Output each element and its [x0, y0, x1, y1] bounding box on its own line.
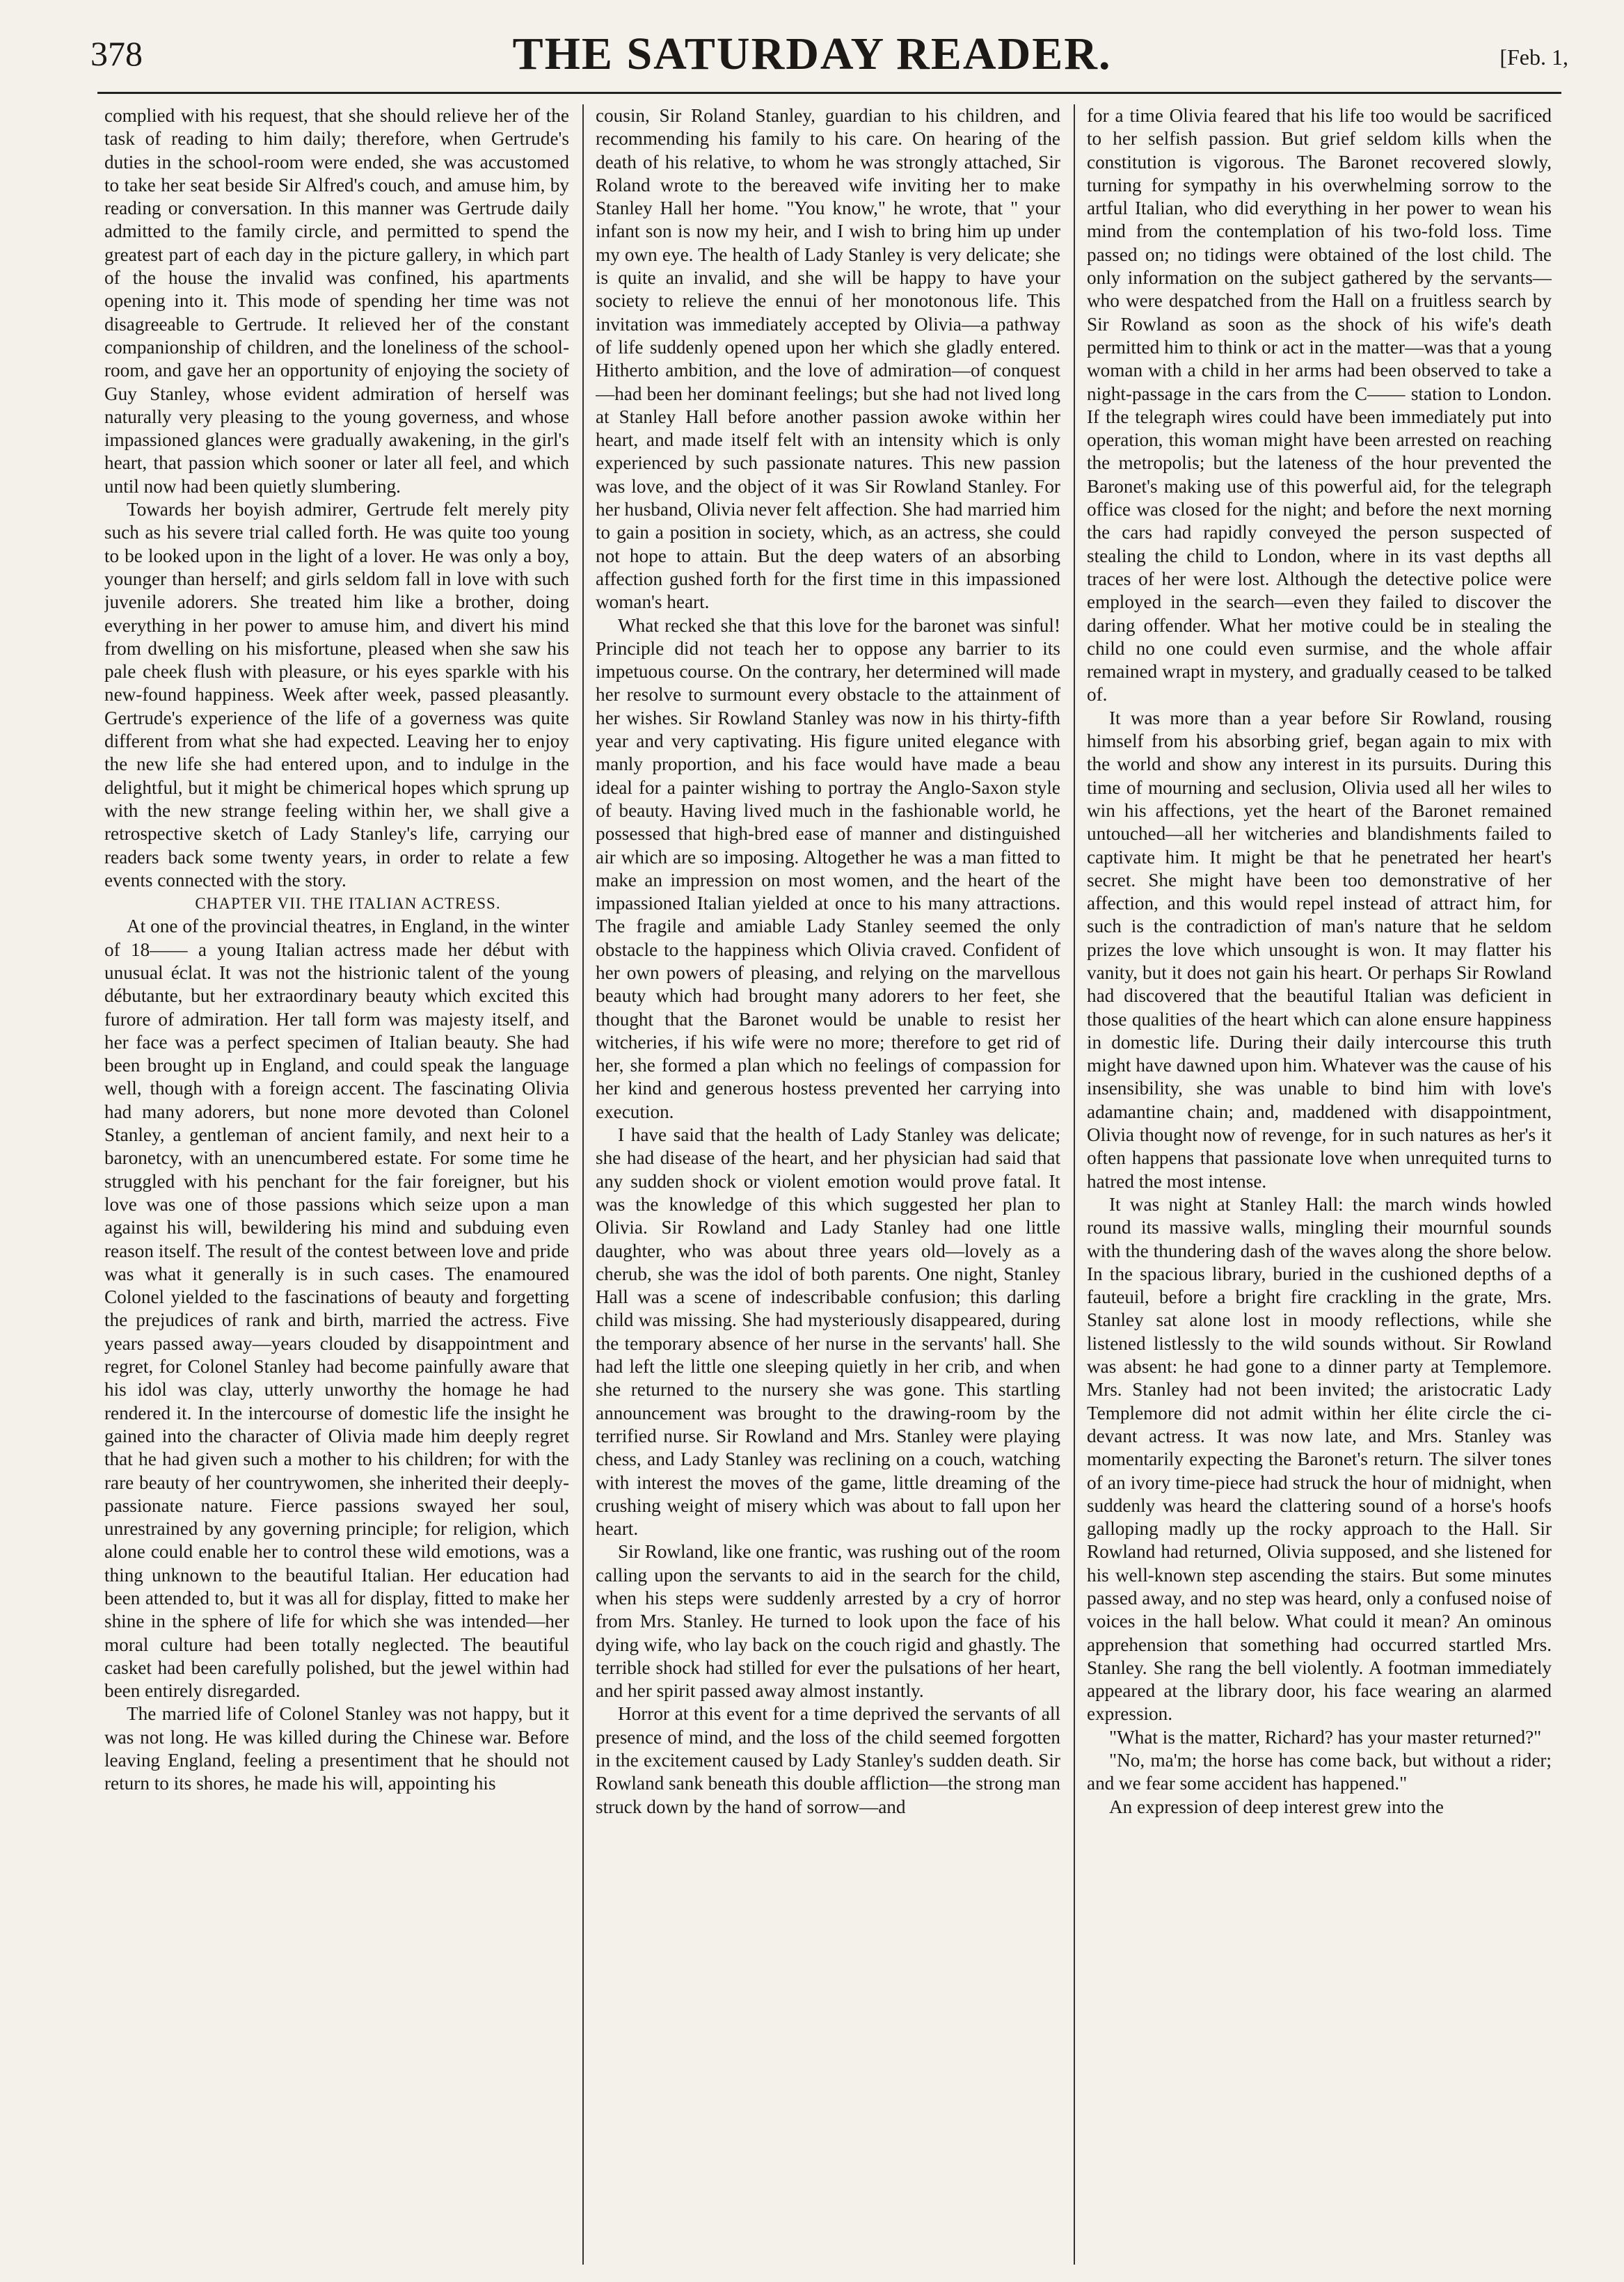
paragraph: An expression of deep interest grew into the [1109, 1796, 1444, 1817]
column-1 [104, 104, 569, 2265]
page-number: 378 [90, 34, 143, 73]
header-rule [97, 92, 1561, 94]
column-divider [582, 104, 584, 2265]
dialogue-line: "What is the matter, Richard? has your master returned?" [1109, 1726, 1542, 1748]
column-2 [596, 104, 1060, 2265]
paragraph: What recked she that this love for the baronet was sinful! Principle did not teach her to oppose any barrier to its impetuous course. On the contrary, her determined will made her resolve to surmount every obstacle to the attainment of her wishes. Sir Rowland Stanley was now in his thirty-fifth year and very captivating. His figure united elegance with manly proportion, and his face would have made a beau ideal for a painter wishing to portray the Anglo-Saxon style of beauty. Having lived much in the fashionable world, he possessed that high-bred ease of manner and distinguished air which are so imposing. Altogether he was a man fitted to make an impression on most women, and the heart of the impassioned Italian yielded at once to his many attractions. The fragile and amiable Lady Stanley seemed the only obstacle to the happiness which Olivia craved. Confident of her own powers of pleasing, and relying on the marvellous beauty which had brought many adorers to her feet, she thought that the Baronet would be unable to resist her witcheries, if his wife were no more; therefore to get rid of her, she formed a plan which no feelings of compassion for her kind and generous hostess prevented her carrying into execution. [596, 614, 1060, 1122]
article-columns [104, 104, 1552, 2268]
paragraph: Sir Rowland, like one frantic, was rushing out of the room calling upon the servants to aid in the search for the child, when his steps were suddenly arrested by a cry of horror from Mrs. Stanley. He turned to look upon the face of his dying wife, who lay back on the couch rigid and ghastly. The terrible shock had stilled for ever the pulsations of her heart, and her spirit passed away almost instantly. [596, 1541, 1060, 1702]
paragraph: It was night at Stanley Hall: the march winds howled round its massive walls, mingling their mournful sounds with the thundering dash of the waves along the shore below. In the spacious library, buried in the cushioned depths of a fauteuil, before a bright fire crackling in the grate, Mrs. Stanley sat alone lost in moody reflections, while she listened listlessly to the wild sounds without. Sir Rowland was absent: he had gone to a dinner party at Templemore. Mrs. Stanley had not been invited; the aristocratic Lady Templemore did not admit within her élite circle the ci-devant actress. It was now late, and Mrs. Stanley was momentarily expecting the Baronet's return. The silver tones of an ivory time-piece had struck the hour of midnight, when suddenly was heard the clattering sound of a horse's hoofs galloping madly up the rocky approach to the Hall. Sir Rowland had returned, Olivia supposed, and she listened for his well-known step ascending the stairs. But some minutes passed away, and no step was heard, only a confused noise of voices in the hall below. What could it mean? An ominous apprehension that something had occurred startled Mrs. Stanley. She rang the bell violently. A footman immediately appeared at the library door, his face wearing an alarmed expression. [1087, 1193, 1552, 1725]
paragraph: I have said that the health of Lady Stanley was delicate; she had disease of the heart, and her physician had said that any sudden shock or violent emotion would prove fatal. It was the knowledge of this which suggested her plan to Olivia. Sir Rowland and Lady Stanley had one little daughter, who was about three years old—lovely as a cherub, she was the idol of both parents. One night, Stanley Hall was a scene of indescribable confusion; this darling child was missing. She had mysteriously disappeared, during the temporary absence of her nurse in the servants' hall. She had left the little one sleeping quietly in her crib, and when she returned to the nursery she was gone. This startling announcement was brought to the drawing-room by the terrified nurse. Sir Rowland and Mrs. Stanley were playing chess, and Lady Stanley was reclining on a couch, watching with interest the moves of the game, little dreaming of the crushing weight of misery which was about to fall upon her heart. [596, 1124, 1060, 1540]
paragraph: It was more than a year before Sir Rowland, rousing himself from his absorbing grief, began again to mix with the world and show any interest in its pursuits. During this time of mourning and seclusion, Olivia used all her wiles to win his affections, yet the heart of the Baronet remained untouched—all her witcheries and blandishments failed to captivate him. It might be that he penetrated her heart's secret. She might have been too demonstrative of her affection, and this would repel instead of attract him, for such is the contradiction of man's nature that he seldom prizes the love which unsought is won. It may flatter his vanity, but it does not gain his heart. Or perhaps Sir Rowland had discovered that the beautiful Italian was deficient in those qualities of the heart which can alone ensure happiness in domestic life. During their daily intercourse this truth might have dawned upon him. Whatever was the cause of his insensibility, she was unable to bind him with love's adamantine chain; and, maddened with disappointment, Olivia thought now of revenge, for in such natures as her's it often happens that passionate love when unrequited turns to hatred the most intense. [1087, 707, 1552, 1192]
paragraph: for a time Olivia feared that his life too would be sacrificed to her selfish passion. But grief seldom kills when the constitution is vigorous. The Baronet recovered slowly, turning for sympathy in his overwhelming sorrow to the artful Italian, who did everything in her power to wean his mind from the contemplation of his two-fold loss. Time passed on; no tidings were obtained of the lost child. The only information on the subject gathered by the servants—who were despatched from the Hall on a fruitless search by Sir Rowland as soon as the shock of his wife's death permitted him to think or act in the matter—was that a young woman with a child in her arms had been observed to take a night-passage in the cars from the C—— station to London. If the telegraph wires could have been immediately put into operation, this woman might have been arrested on reaching the metropolis; but the lateness of the hour prevented the Baronet's making use of this powerful aid, for the telegraph office was closed for the night; and before the next morning the cars had rapidly conveyed the person suspected of stealing the child to London, where in its vast depths all traces of her were lost. Although the detective police were employed in the search—even they failed to discover the daring offender. What her motive could be in stealing the child no one could even surmise, and the whole affair remained wrapt in mystery, and gradually ceased to be talked of. [1087, 105, 1552, 705]
dialogue-line: "No, ma'm; the horse has come back, but without a rider; and we fear some accident has happened." [1087, 1750, 1552, 1794]
paragraph: Horror at this event for a time deprived the servants of all presence of mind, and the loss of the child seemed forgotten in the excitement caused by Lady Stanley's sudden death. Sir Rowland sank beneath this double affliction—the strong man struck down by the hand of sorrow—and [596, 1703, 1060, 1817]
paragraph: The married life of Colonel Stanley was not happy, but it was not long. He was killed during the Chinese war. Before leaving England, feeling a presentiment that he should not return to its shores, he made his will, appointing his [104, 1703, 569, 1794]
paragraph: Towards her boyish admirer, Gertrude felt merely pity such as his severe trial called forth. He was quite too young to be looked upon in the light of a lover. He was only a boy, younger than herself; and girls seldom fall in love with such juvenile adorers. She treated him like a brother, doing everything in her power to amuse him, and divert his mind from dwelling on his misfortune, pleased when she saw his pale cheek flush with pleasure, or his eyes sparkle with his new-found happiness. Week after week, passed pleasantly. Gertrude's experience of the life of a governess was quite different from what she had expected. Leaving her to enjoy the new life she had entered upon, and to indulge in the delightful, but it might be chimerical hopes which sprung up with the new strange feeling within her, we shall give a retrospective sketch of Lady Stanley's life, carrying our readers back some twenty years, in order to relate a few events connected with the story. [104, 499, 569, 891]
page-header [28, 28, 1596, 85]
paragraph: complied with his request, that she should relieve her of the task of reading to him daily; therefore, when Gertrude's duties in the school-room were ended, she was accustomed to take her seat beside Sir Alfred's couch, and amuse him, by reading or conversation. In this manner was Gertrude daily admitted to the family circle, and permitted to spend the greatest part of each day in the picture gallery, in which part of the house the invalid was confined, his apartments opening into it. This mode of spending her time was not disagreeable to Gertrude. It relieved her of the constant companionship of children, and the loneliness of the school-room, and gave her an opportunity of enjoying the society of Guy Stanley, whose evident admiration of herself was naturally very pleasing to the young governess, and whose impassioned glances were gradually awakening, in the girl's heart, that passion which sooner or later all feel, and which until now had been quietly slumbering. [104, 105, 569, 497]
paragraph: cousin, Sir Roland Stanley, guardian to his children, and recommending his family to his care. On hearing of the death of his relative, to whom he was strongly attached, Sir Roland wrote to the bereaved wife inviting her to make Stanley Hall her home. "You know," he wrote, that " your infant son is now my heir, and I wish to bring him up under my own eye. The health of Lady Stanley is very delicate; she is quite an invalid, and she will be happy to have your society to relieve the ennui of her monotonous life. This invitation was immediately accepted by Olivia—a pathway of life suddenly opened upon her which she gladly entered. Hitherto ambition, and the love of admiration—of conquest—had been her dominant feelings; but she had not lived long at Stanley Hall before another passion awoke within her heart, and made itself felt with an intensity which is only experienced by such passionate natures. This new passion was love, and the object of it was Sir Rowland Stanley. For her husband, Olivia never felt affection. She had married him to gain a position in society, which, as an actress, she could not hope to attain. But the deep waters of an absorbing affection gushed forth for the first time in this impassioned woman's heart. [596, 105, 1060, 613]
column-divider [1074, 104, 1075, 2265]
issue-date: [Feb. 1, [1499, 45, 1568, 70]
paragraph: At one of the provincial theatres, in England, in the winter of 18—— a young Italian actress made her début with unusual éclat. It was not the histrionic talent of the young débutante, but her extraordinary beauty which excited this furore of admiration. Her tall form was majesty itself, and her face was a perfect specimen of Italian beauty. She had been brought up in England, and could speak the language well, though with a foreign accent. The fascinating Olivia had many adorers, but none more devoted than Colonel Stanley, a gentleman of ancient family, and next heir to a baronetcy, with an unencumbered estate. For some time he struggled with his penchant for the fair foreigner, but his love was one of those passions which seize upon a man against his will, bewildering his mind and subduing even reason itself. The result of the contest between love and pride was what it generally is in such cases. The enamoured Colonel yielded to the fascinations of beauty and forgetting the prejudices of rank and birth, married the actress. Five years passed away—years clouded by disappointment and regret, for Colonel Stanley had become painfully aware that his idol was clay, utterly unworthy the homage he had rendered it. In the intercourse of domestic life the insight he gained into the character of Olivia made him deeply regret that he had given such a mother to his children; for with the rare beauty of her countrywomen, she inherited their deeply-passionate nature. Fierce passions swayed her soul, unrestrained by any governing principle; for religion, which alone could enable her to control these wild emotions, was a thing unknown to the beautiful Italian. Her education had been attended to, but it was all for display, fitted to make her shine in the sphere of life for which she was intended—her moral culture had been totally neglected. The beautiful casket had been carefully polished, but the jewel within had been entirely disregarded. [104, 916, 569, 1702]
masthead: THE SATURDAY READER. [512, 29, 1112, 79]
chapter-heading: CHAPTER VII. THE ITALIAN ACTRESS. [195, 895, 501, 913]
column-3 [1087, 104, 1552, 2265]
